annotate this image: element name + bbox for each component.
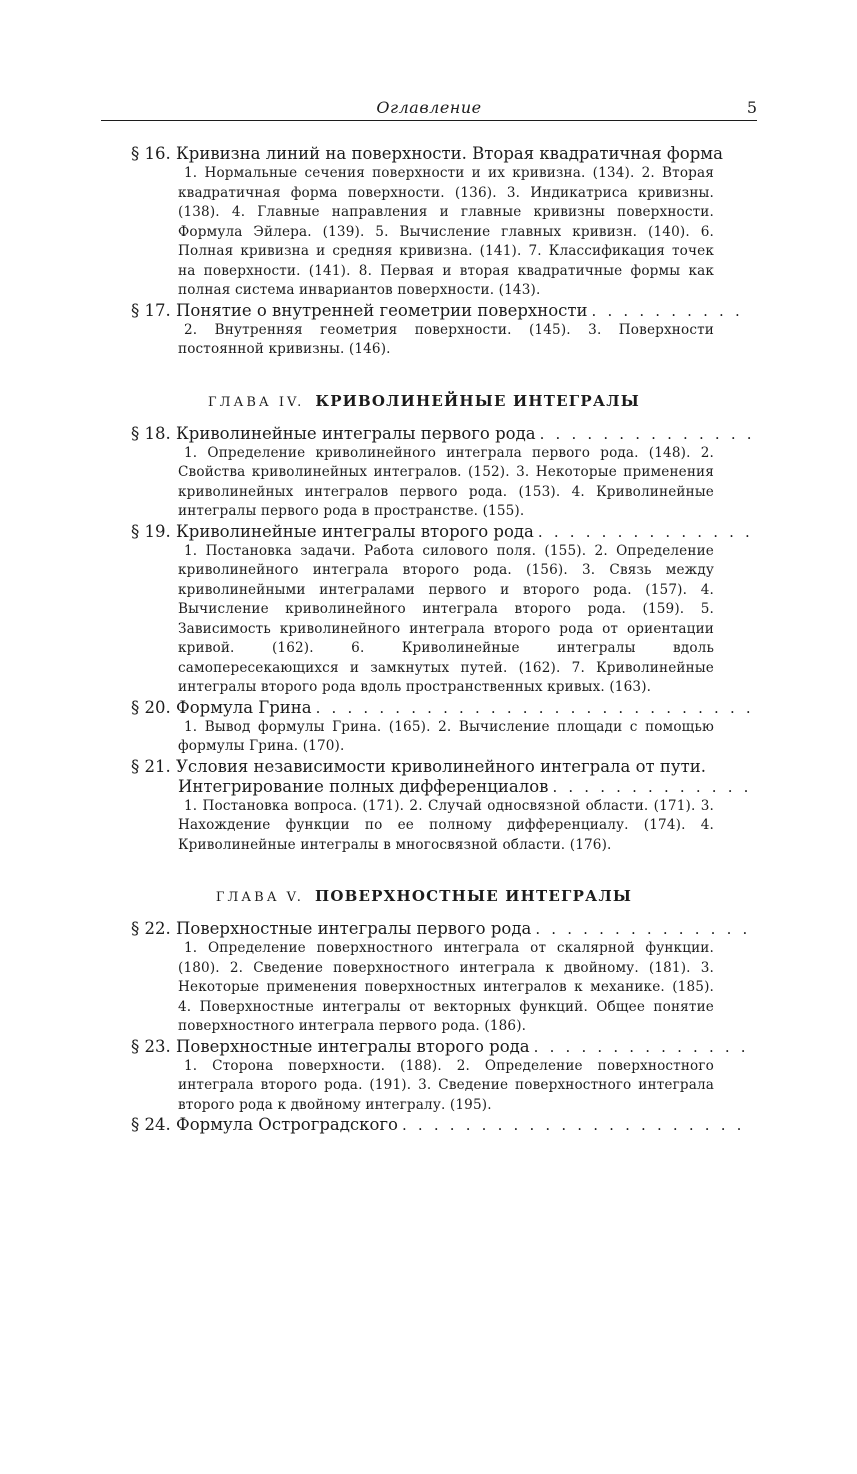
section-number: § 21. (131, 756, 171, 776)
section-number: § 17. (131, 300, 171, 320)
section-number: § 20. (131, 697, 171, 717)
table-of-contents (131, 144, 757, 1135)
subsection-list: 1. Постановка вопроса. (171). 2. Случай односвязной области. (171). 3. Нахождение функции по ее полному дифференциалу. (174). 4. Криволинейные интегралы в многосвязной области. (176). (178, 797, 714, 853)
section-number: § 23. (131, 1036, 171, 1056)
subsection-list: 1. Нормальные сечения поверхности и их кривизна. (134). 2. Вторая квадратичная форма поверхности. (136). 3. Индикатриса кривизны. (138). 4. Главные направления и главные кривизны поверхности. Формула Эйлера. (139). 5. Вычисление главных кривизн. (140). 6. Полная кривизна и средняя кривизна. (141). 7. Классификация точек на поверхности. (141). 8. Первая и вторая квадратичные формы как полная система инвариантов поверхности. (143). (178, 165, 714, 298)
header-page-number: 5 (746, 98, 757, 117)
header-title: Оглавление (376, 98, 482, 117)
subsection-list: 1. Вывод формулы Грина. (165). 2. Вычисление площади с помощью формулы Грина. (170). (178, 718, 714, 754)
section-title: Кривизна линий на поверхности. Вторая квадратичная форма (176, 144, 723, 163)
toc-entry-line[interactable] (131, 1115, 757, 1135)
subsection-list: 1. Определение поверхностного интеграла от скалярной функции. (180). 2. Сведение поверхностного интеграла к двойному. (181). 3. Некоторые применения поверхностных интегралов к механике. (185). 4. Поверхностные интегралы от векторных функций. Общее понятие поверхностного интеграла первого рода. (186). (178, 940, 714, 1034)
section-page (131, 144, 857, 1474)
chapter-name: ПОВЕРХНОСТНЫЕ ИНТЕГРАЛЫ (315, 887, 633, 905)
section-title-continued: Интегрирование полных дифференциалов (178, 776, 549, 796)
section-title: Поверхностные интегралы первого рода (176, 919, 532, 938)
section-number: § 16. (131, 144, 171, 163)
section-title: Условия независимости криволинейного интеграла от пути. (176, 756, 706, 776)
chapter-name: КРИВОЛИНЕЙНЫЕ ИНТЕГРАЛЫ (315, 391, 640, 410)
section-title: Понятие о внутренней геометрии поверхности (176, 300, 588, 320)
subsection-list: 1. Постановка задачи. Работа силового поля. (155). 2. Определение криволинейного интеграла второго рода. (156). 3. Связь между криволинейными интегралами первого и второго рода. (157). 4. Вычисление криволинейного интеграла второго рода. (159). 5. Зависимость криволинейного интеграла второго рода от ориентации кривой. (162). 6. Криволинейные интегралы вдоль самопересекающихся и замкнутых путей. (162). 7. Криволинейные интегралы второго рода вдоль пространственных кривых. (163). (178, 542, 714, 695)
section-title: Формула Остроградского (176, 1115, 398, 1134)
subsection-list: 1. Сторона поверхности. (188). 2. Определение поверхностного интеграла второго рода. (191). 3. Сведение поверхностного интеграла второго рода к двойному интегралу. (195). (178, 1057, 714, 1113)
toc-entry-24 (131, 1115, 757, 1135)
chapter-label: ГЛАВА IV. (208, 394, 305, 410)
section-title: Криволинейные интегралы второго рода (176, 521, 534, 541)
subsection-list: 1. Определение криволинейного интеграла первого рода. (148). 2. Свойства криволинейных интегралов. (152). 3. Некоторые применения криволинейных интегралов первого рода. (153). 4. Криволинейные интегралы первого рода в пространстве. (155). (178, 444, 714, 519)
section-number: § 22. (131, 919, 171, 938)
subsection-list: 2. Внутренняя геометрия поверхности. (145). 3. Поверхности постоянной кривизны. (146). (178, 321, 714, 357)
section-title: Формула Грина (176, 697, 312, 717)
section-title: Поверхностные интегралы второго рода (176, 1036, 530, 1056)
chapter-label: ГЛАВА V. (215, 890, 304, 905)
section-number: § 24. (131, 1115, 171, 1134)
running-header (101, 96, 757, 121)
section-number: § 18. (131, 423, 171, 443)
section-number: § 19. (131, 521, 171, 541)
section-title: Криволинейные интегралы первого рода (176, 423, 536, 443)
